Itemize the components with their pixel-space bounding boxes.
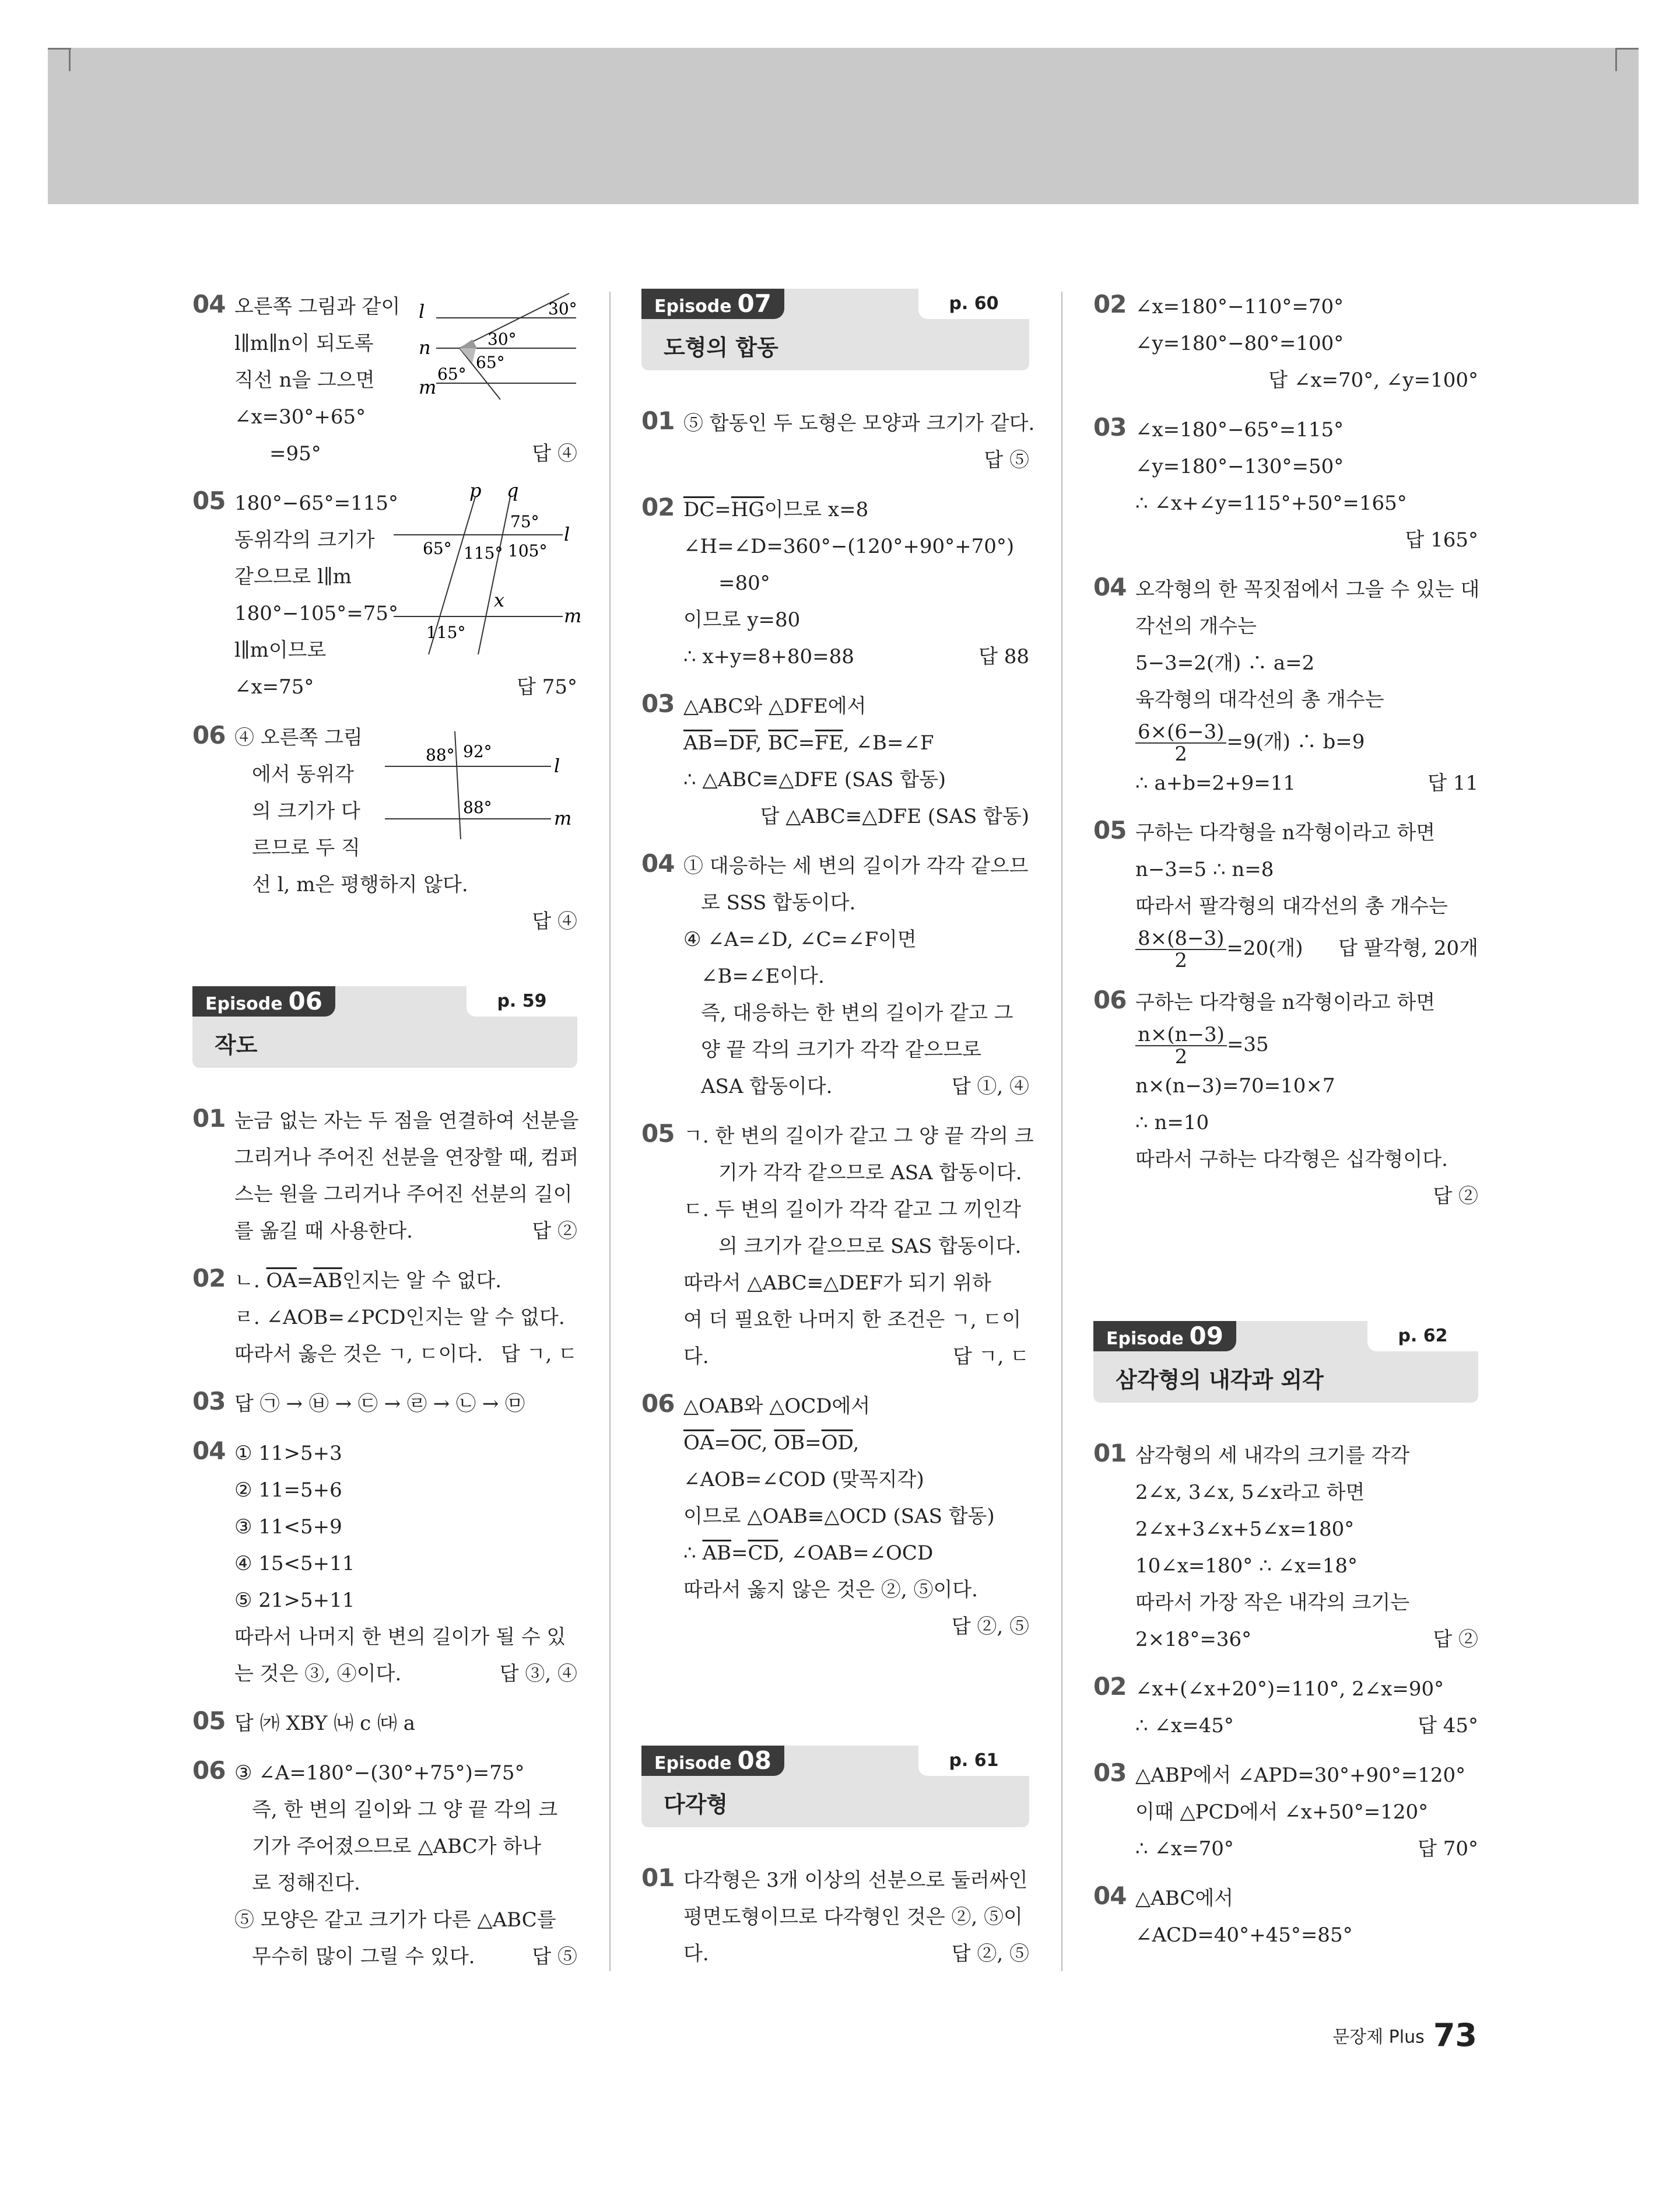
- solution-line: 따라서 옳지 않은 것은 ②, ⑤이다.: [683, 1578, 978, 1602]
- solution-line: 같으므로 l∥m: [234, 565, 352, 588]
- answer: 답 팔각형, 20개: [1338, 937, 1478, 960]
- answer-02: [641, 492, 1029, 675]
- angle-label: 30°: [548, 299, 577, 318]
- solution-line: [683, 1936, 1029, 1972]
- answer: 답 ⑤: [532, 1945, 577, 1968]
- answer: 답 ④: [532, 442, 577, 465]
- solution-line: 스는 원을 그리거나 주어진 선분의 길이: [234, 1183, 573, 1206]
- solution-line: 에서 동위각: [252, 763, 355, 786]
- episode-09-header: [1093, 1321, 1478, 1403]
- solution-text: ∴ x+y=8+80=88: [683, 645, 854, 668]
- answer-06: [1093, 984, 1478, 1215]
- episode-label: Episode: [654, 296, 732, 317]
- angle-label: 92°: [463, 742, 492, 761]
- line-label-l: l: [419, 300, 425, 323]
- fraction: [1135, 1024, 1227, 1067]
- answer-03: [641, 688, 1029, 835]
- solution-line: [1135, 765, 1478, 802]
- solution-line: 직선 n을 그으면: [234, 369, 375, 392]
- episode-number: 09: [1189, 1322, 1223, 1350]
- solution-line: l∥m이므로: [234, 639, 327, 662]
- problem-number: 02: [1093, 1672, 1127, 1701]
- answer: 답 ①, ④: [951, 1075, 1029, 1098]
- denominator: 2: [1174, 949, 1188, 972]
- solution-line: ① 11>5+3: [234, 1442, 342, 1465]
- answer: 답 ②: [1433, 1628, 1478, 1651]
- answer: 답 70°: [1418, 1837, 1478, 1860]
- solution-line: 양 끝 각의 크기가 각각 같으므로: [701, 1038, 982, 1061]
- solution-text: ,: [761, 1431, 774, 1455]
- answer: 답 ㈎ XBY ㈏ c ㈐ a: [234, 1712, 416, 1735]
- answer-02: [1093, 289, 1478, 399]
- solution-line: 이때 △PCD에서 ∠x+50°=120°: [1135, 1800, 1429, 1824]
- solution-line: ∠x=180°−65°=115°: [1135, 418, 1344, 441]
- problem-number: 02: [641, 493, 675, 521]
- answer-04: [1093, 572, 1478, 802]
- solution-line: [234, 1263, 577, 1299]
- episode-08-header: [641, 1746, 1029, 1827]
- solution-text: =20(개): [1226, 937, 1303, 960]
- answer: 답 11: [1428, 772, 1478, 795]
- solution-line: 따라서 △ABC≡△DEF가 되기 위하: [683, 1271, 991, 1295]
- solution-text: =9(개) ∴ b=9: [1226, 730, 1365, 754]
- line-label-l: l: [564, 523, 570, 545]
- problem-number: 05: [1093, 816, 1127, 845]
- crop-mark: [48, 48, 71, 50]
- solution-line: ∠y=180°−130°=50°: [1135, 455, 1344, 478]
- answer: 답 88: [978, 645, 1029, 668]
- solution-line: 그리거나 주어진 선분을 연장할 때, 컴퍼: [234, 1146, 579, 1169]
- solution-line: 평면도형이므로 다각형인 것은 ②, ⑤이: [683, 1905, 1023, 1929]
- solution-line: [234, 1656, 577, 1693]
- segment-ab: $\overline{AB}$: [313, 1269, 342, 1292]
- figure-parallel-lines-05: [394, 479, 582, 660]
- answer: 답 ∠x=70°, ∠y=100°: [1268, 369, 1478, 392]
- answer-01: [192, 1103, 577, 1250]
- solution-text: ,: [755, 731, 769, 755]
- solution-line: 따라서 가장 작은 내각의 크기는: [1135, 1591, 1410, 1614]
- solution-text: =: [731, 1541, 748, 1565]
- episode-07-header: [641, 289, 1029, 370]
- episode-title: 삼각형의 내각과 외각: [1116, 1367, 1324, 1393]
- segment-fe: $\overline{FE}$: [815, 731, 843, 755]
- problem-number: 03: [192, 1387, 226, 1415]
- answer: 답 165°: [1405, 528, 1478, 552]
- header-band: [48, 48, 1639, 204]
- solution-line: 기가 각각 같으므로 ASA 합동이다.: [718, 1161, 1022, 1185]
- episode-tag: [641, 289, 784, 319]
- episode-page-ref: p. 62: [1367, 1321, 1478, 1351]
- crop-mark: [1615, 48, 1639, 50]
- episode-title: 도형의 합동: [664, 335, 778, 360]
- episode-tag: [641, 1746, 784, 1776]
- solution-line: [234, 1939, 577, 1975]
- angle-label: 115°: [464, 544, 503, 563]
- episode-page-ref: p. 61: [918, 1746, 1029, 1776]
- problem-number: 05: [641, 1119, 675, 1148]
- line-label-m: m: [564, 605, 582, 627]
- answer-01: [1093, 1438, 1478, 1658]
- problem-number: 01: [641, 407, 675, 435]
- answer: 답 ⑤: [984, 448, 1029, 472]
- episode-title: 다각형: [664, 1792, 728, 1817]
- column-1: [192, 289, 582, 1988]
- solution-line: 따라서 팔각형의 대각선의 총 개수는: [1135, 895, 1448, 918]
- episode-title: 작도: [215, 1032, 258, 1058]
- solution-line: ㄷ. 두 변의 길이가 각각 같고 그 끼인각: [683, 1198, 1022, 1221]
- solution-line: 10∠x=180° ∴ ∠x=18°: [1135, 1554, 1358, 1578]
- answer-01: [641, 1862, 1029, 1972]
- solution-line: ㄱ. 한 변의 길이가 같고 그 양 끝 각의 크: [683, 1124, 1034, 1148]
- problem-number: 01: [192, 1104, 226, 1133]
- solution-line: [1135, 925, 1478, 972]
- solution-text: 를 옮길 때 사용한다.: [234, 1220, 413, 1243]
- problem-number: 03: [1093, 413, 1127, 441]
- crop-mark: [69, 48, 71, 71]
- solution-line: 구하는 다각형을 n각형이라고 하면: [1135, 821, 1436, 845]
- answer: 답 ②: [1433, 1185, 1478, 1208]
- solution-text: =: [296, 1269, 314, 1292]
- answer-04: [1093, 1880, 1478, 1954]
- solution-line: △OAB와 △OCD에서: [683, 1394, 871, 1418]
- solution-text: 는 것은 ③, ④이다.: [234, 1662, 402, 1686]
- answer-05: [192, 1705, 577, 1742]
- solution-line: [234, 669, 577, 706]
- answer-03: [1093, 1757, 1478, 1867]
- figure-parallel-lines-04: [419, 289, 577, 405]
- answer-06: [641, 1388, 1029, 1645]
- problem-number: 04: [192, 1436, 226, 1465]
- solution-line: ⑤ 21>5+11: [234, 1589, 355, 1612]
- solution-line: 따라서 구하는 다각형은 십각형이다.: [1135, 1148, 1448, 1171]
- episode-label: Episode: [205, 994, 283, 1014]
- solution-line: ∴ n=10: [1135, 1111, 1209, 1134]
- solution-line: [683, 1535, 1029, 1572]
- column-2: [641, 289, 1035, 1985]
- solution-line: 눈금 없는 자는 두 점을 연결하여 선분을: [234, 1109, 579, 1133]
- problem-number: 04: [1093, 1881, 1127, 1910]
- problem-number: 06: [641, 1389, 675, 1418]
- segment-od: $\overline{OD}$: [821, 1431, 853, 1455]
- page-number: 73: [1433, 2017, 1477, 2054]
- episode-tag: [192, 986, 335, 1017]
- solution-line: 각선의 개수는: [1135, 615, 1257, 638]
- solution-line: 오각형의 한 꼭짓점에서 그을 수 있는 대: [1135, 578, 1480, 601]
- problem-number: 06: [192, 721, 226, 749]
- problem-number: 03: [641, 689, 675, 718]
- solution-line: 이므로 y=80: [683, 608, 801, 632]
- solution-text: 따라서 옳은 것은 ㄱ, ㄷ이다.: [234, 1343, 483, 1366]
- solution-line: 르므로 두 직: [252, 836, 360, 860]
- solution-line: ∠AOB=∠COD (맞꼭지각): [683, 1468, 924, 1491]
- solution-line: l∥m∥n이 되도록: [234, 332, 374, 355]
- solution-line: 의 크기가 같으므로 SAS 합동이다.: [718, 1235, 1022, 1258]
- solution-line: △ABC에서: [1135, 1887, 1234, 1910]
- solution-line: ∠B=∠E이다.: [701, 965, 825, 988]
- solution-line: ④ 오른쪽 그림: [234, 726, 363, 749]
- answer-04: [192, 1435, 577, 1693]
- episode-number: 07: [737, 289, 771, 318]
- problem-number: 01: [641, 1863, 675, 1892]
- solution-line: 육각형의 대각선의 총 개수는: [1135, 688, 1384, 712]
- segment-cd: $\overline{CD}$: [748, 1541, 778, 1565]
- solution-line: 오른쪽 그림과 같이: [234, 295, 401, 318]
- solution-line: ∴ △ABC≡△DFE (SAS 합동): [683, 768, 946, 791]
- solution-line: 로 정해진다.: [252, 1872, 360, 1895]
- solution-text: 무수히 많이 그릴 수 있다.: [252, 1945, 475, 1968]
- solution-line: 180°−65°=115°: [234, 492, 399, 515]
- solution-text: ∴ ∠x=45°: [1135, 1714, 1234, 1737]
- angle-label: 65°: [423, 539, 452, 558]
- angle-label: 115°: [426, 623, 466, 642]
- angle-label: 75°: [510, 512, 539, 531]
- solution-line: 즉, 한 변의 길이와 그 양 끝 각의 크: [252, 1798, 558, 1821]
- problem-number: 02: [1093, 290, 1127, 318]
- solution-line: 기가 주어졌으므로 △ABC가 하나: [252, 1835, 542, 1858]
- solution-line: [1135, 1708, 1478, 1744]
- solution-text: =35: [1226, 1033, 1269, 1056]
- denominator: 2: [1174, 742, 1188, 766]
- solution-line: 구하는 다각형을 n각형이라고 하면: [1135, 991, 1436, 1014]
- episode-number: 06: [288, 987, 322, 1015]
- problem-number: 04: [1093, 573, 1127, 601]
- answer: 답 ②, ⑤: [951, 1942, 1029, 1965]
- line-label-m: m: [554, 807, 572, 829]
- problem-number: 06: [192, 1756, 226, 1785]
- problem-05: [192, 479, 582, 707]
- solution-text: =: [714, 498, 731, 521]
- problem-number: 04: [641, 849, 675, 878]
- segment-df: $\overline{DF}$: [729, 731, 756, 755]
- solution-line: 5−3=2(개) ∴ a=2: [1135, 651, 1315, 675]
- solution-line: ③ ∠A=180°−(30°+75°)=75°: [234, 1761, 525, 1785]
- answer: 답 75°: [517, 675, 577, 699]
- numerator: 8×(8−3): [1135, 928, 1226, 950]
- answer: 답 ③, ④: [499, 1662, 577, 1686]
- segment-ab: $\overline{AB}$: [683, 731, 713, 755]
- column-3: [1093, 289, 1478, 1967]
- solution-line: ④ 15<5+11: [234, 1552, 355, 1575]
- problem-number: 03: [1093, 1758, 1127, 1787]
- solution-line: ④ ∠A=∠D, ∠C=∠F이면: [683, 928, 917, 951]
- segment-oa: $\overline{OA}$: [683, 1431, 714, 1455]
- fraction: [1135, 721, 1226, 765]
- solution-text: , ∠OAB=∠OCD: [778, 1541, 934, 1565]
- segment-dc: $\overline{DC}$: [683, 498, 715, 521]
- solution-text: =: [805, 1431, 822, 1455]
- solution-line: △ABP에서 ∠APD=30°+90°=120°: [1135, 1764, 1466, 1787]
- denominator: 2: [1174, 1045, 1188, 1068]
- angle-label: 105°: [508, 541, 548, 560]
- solution-text: =95°: [269, 442, 321, 465]
- line-label-n: n: [419, 337, 431, 359]
- solution-line: ① 대응하는 세 변의 길이가 각각 같으므: [683, 854, 1029, 878]
- answer: 답 ②, ⑤: [951, 1615, 1029, 1638]
- answer: 답 ②: [532, 1220, 577, 1243]
- page-footer: [1332, 2017, 1477, 2054]
- solution-line: [234, 1213, 577, 1250]
- solution-text: ASA 합동이다.: [701, 1075, 833, 1098]
- answer-04: [641, 848, 1029, 1105]
- solution-line: [683, 725, 1029, 762]
- problem-04: [192, 289, 577, 472]
- episode-number: 08: [737, 1746, 771, 1775]
- solution-line: [683, 639, 1029, 675]
- angle-label: 88°: [426, 745, 455, 765]
- solution-line: 다각형은 3개 이상의 선분으로 둘러싸인: [683, 1869, 1028, 1892]
- solution-line: 삼각형의 세 내각의 크기를 각각: [1135, 1444, 1410, 1467]
- solution-line: [1135, 1621, 1478, 1658]
- line-label-p: p: [469, 479, 482, 502]
- problem-number: 02: [192, 1264, 226, 1292]
- figure-lines-06: [385, 720, 577, 842]
- answer-03: [1093, 412, 1478, 559]
- answer-02: [192, 1263, 577, 1373]
- segment-oc: $\overline{OC}$: [730, 1431, 762, 1455]
- solution-line: 로 SSS 합동이다.: [701, 891, 856, 914]
- fraction: [1135, 928, 1226, 971]
- problem-number: 05: [192, 486, 226, 515]
- solution-line: 즉, 대응하는 한 변의 길이가 같고 그: [701, 1001, 1013, 1025]
- solution-line: 180°−105°=75°: [234, 602, 399, 625]
- episode-06-header: [192, 986, 577, 1068]
- answer: 답 ㄱ, ㄷ: [953, 1345, 1029, 1368]
- column-divider: [1061, 292, 1062, 1971]
- solution-line: ∠ACD=40°+45°=85°: [1135, 1923, 1353, 1947]
- segment-bc: $\overline{BC}$: [768, 731, 798, 755]
- solution-text: =: [712, 731, 729, 755]
- column-divider: [609, 292, 611, 1971]
- answer: 답 ㄱ, ㄷ: [501, 1343, 577, 1366]
- line-label-l: l: [554, 755, 560, 777]
- line-label-q: q: [507, 479, 519, 502]
- problem-number: 06: [1093, 986, 1127, 1014]
- angle-label-x: x: [494, 589, 505, 611]
- numerator: 6×(6−3): [1135, 721, 1226, 744]
- solution-line: 의 크기가 다: [252, 800, 360, 823]
- solution-line: [234, 1336, 577, 1373]
- line-label-m: m: [419, 376, 437, 398]
- solution-line: ② 11=5+6: [234, 1478, 342, 1502]
- answer: 답 45°: [1418, 1714, 1478, 1737]
- solution-line: n×(n−3)=70=10×7: [1135, 1074, 1335, 1098]
- problem-number: 05: [192, 1707, 226, 1735]
- solution-line: 이므로 △OAB≡△OCD (SAS 합동): [683, 1505, 995, 1528]
- angle-label: 30°: [487, 330, 517, 349]
- book-title: 문장제 Plus: [1332, 2027, 1425, 2048]
- solution-line: ∠x=180°−110°=70°: [1135, 295, 1344, 318]
- problem-number: 04: [192, 290, 226, 318]
- segment-ab: $\overline{AB}$: [702, 1541, 731, 1565]
- solution-line: ∴ ∠x+∠y=115°+50°=165°: [1135, 492, 1407, 515]
- solution-line: ⑤ 합동인 두 도형은 모양과 크기가 같다.: [683, 412, 1035, 435]
- solution-line: ㄹ. ∠AOB=∠PCD인지는 알 수 없다.: [234, 1306, 565, 1329]
- solution-line: ∠x=30°+65°: [234, 405, 366, 429]
- solution-line: ∠H=∠D=360°−(120°+90°+70°): [683, 535, 1015, 558]
- solution-text: 이므로 x=8: [764, 498, 869, 521]
- solution-text: ,: [853, 1431, 860, 1455]
- answer-03: [192, 1386, 577, 1422]
- solution-text: 다.: [683, 1345, 709, 1368]
- solution-line: [683, 1068, 1029, 1105]
- angle-label: 65°: [437, 365, 467, 384]
- answer-06: [192, 1755, 577, 1975]
- solution-line: △ABC와 △DFE에서: [683, 695, 867, 718]
- answer-05: [1093, 815, 1478, 972]
- answer: 답 ㉠ → ㉥ → ㉢ → ㉣ → ㉡ → ㉤: [234, 1392, 525, 1415]
- solution-text: 다.: [683, 1942, 709, 1965]
- solution-text: ∴: [683, 1541, 703, 1565]
- episode-label: Episode: [654, 1753, 732, 1774]
- solution-text: , ∠B=∠F: [843, 731, 934, 755]
- episode-tag: [1093, 1321, 1236, 1351]
- solution-line: 여 더 필요한 나머지 한 조건은 ㄱ, ㄷ이: [683, 1308, 1022, 1331]
- crop-mark: [1615, 48, 1617, 71]
- solution-line: 선 l, m은 평행하지 않다.: [252, 873, 468, 896]
- solution-line: [1135, 719, 1478, 765]
- answer-05: [641, 1118, 1034, 1375]
- answer: 답 ④: [532, 910, 577, 933]
- solution-line: [234, 436, 577, 472]
- problem-06: [192, 720, 577, 941]
- solution-line: ③ 11<5+9: [234, 1515, 342, 1539]
- episode-page-ref: p. 59: [467, 986, 577, 1017]
- solution-text: ㄴ.: [234, 1269, 266, 1292]
- solution-text: ∠x=75°: [234, 675, 314, 699]
- angle-label: 65°: [476, 353, 505, 372]
- segment-hg: $\overline{HG}$: [731, 498, 764, 521]
- numerator: n×(n−3): [1135, 1024, 1227, 1046]
- solution-line: [683, 1425, 1029, 1462]
- answer-01: [641, 405, 1035, 479]
- solution-text: 인지는 알 수 없다.: [342, 1269, 502, 1292]
- episode-label: Episode: [1106, 1329, 1184, 1349]
- solution-line: [1135, 1021, 1478, 1068]
- solution-line: [683, 492, 1029, 528]
- answer: 답 △ABC≡△DFE (SAS 합동): [760, 805, 1029, 828]
- solution-text: ∴ a+b=2+9=11: [1135, 772, 1296, 795]
- solution-line: =80°: [718, 572, 770, 595]
- solution-line: 동위각의 크기가: [234, 528, 375, 552]
- angle-label: 88°: [463, 798, 492, 817]
- solution-text: =: [798, 731, 815, 755]
- solution-line: 2∠x, 3∠x, 5∠x라고 하면: [1135, 1481, 1365, 1504]
- problem-number: 01: [1093, 1439, 1127, 1467]
- solution-line: [683, 1338, 1029, 1375]
- solution-line: 따라서 나머지 한 변의 길이가 될 수 있: [234, 1625, 566, 1649]
- solution-text: 2×18°=36°: [1135, 1628, 1252, 1651]
- solution-text: ∴ ∠x=70°: [1135, 1837, 1234, 1860]
- episode-page-ref: p. 60: [918, 289, 1029, 319]
- answer-02: [1093, 1671, 1478, 1744]
- solution-line: [1135, 1831, 1478, 1867]
- solution-text: =: [714, 1431, 731, 1455]
- solution-line: ∠y=180°−80°=100°: [1135, 332, 1344, 355]
- segment-ob: $\overline{OB}$: [774, 1431, 805, 1455]
- solution-line: ∠x+(∠x+20°)=110°, 2∠x=90°: [1135, 1677, 1444, 1701]
- solution-line: n−3=5 ∴ n=8: [1135, 858, 1274, 881]
- solution-line: 2∠x+3∠x+5∠x=180°: [1135, 1518, 1355, 1541]
- segment-oa: $\overline{OA}$: [266, 1269, 297, 1292]
- solution-line: ⑤ 모양은 같고 크기가 다른 △ABC를: [234, 1908, 556, 1932]
